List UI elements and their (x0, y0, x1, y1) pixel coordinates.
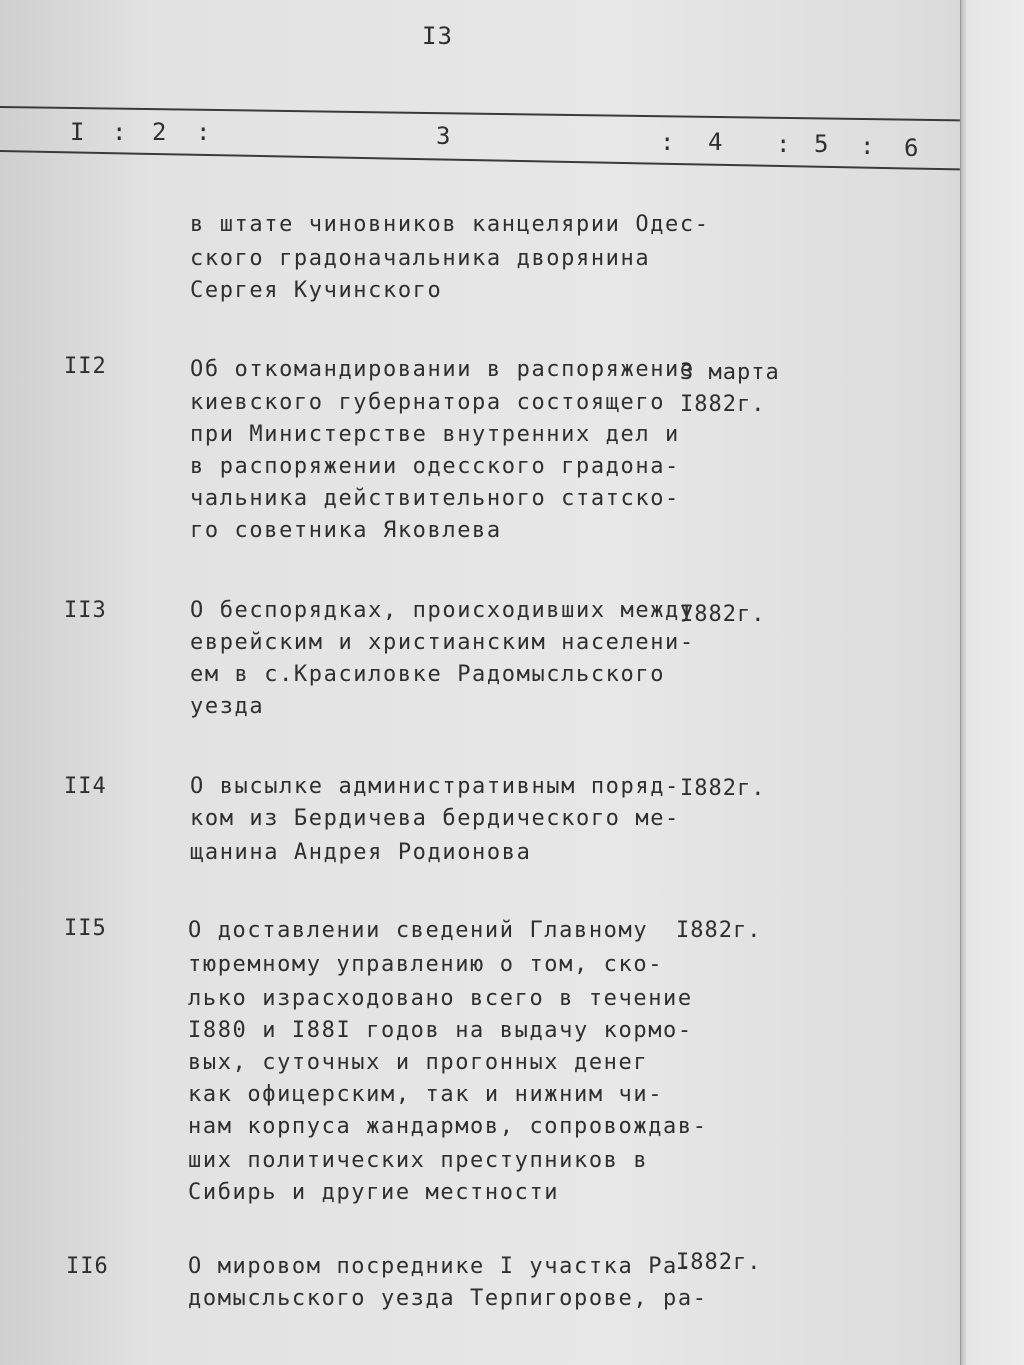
entry-date: I882г. (680, 602, 766, 627)
entry-text-line: ших политических преступников в (188, 1148, 649, 1173)
entry-text-line: О беспорядках, происходивших между (190, 598, 695, 623)
entry-text-line: при Министерстве внутренних дел и (190, 422, 680, 447)
column-header-6: 6 (904, 134, 919, 162)
entry-text-line: го советника Яковлева (190, 518, 502, 543)
entry-text-line: киевского губернатора состоящего (190, 390, 666, 415)
continuation-line: в штате чиновников канцелярии Одес- (190, 212, 710, 237)
entry-number: II5 (64, 916, 107, 941)
entry-text-line: в распоряжении одесского градона- (190, 454, 680, 479)
entry-date: I882г. (676, 1250, 762, 1275)
entry-text-line: О доставлении сведений Главному (188, 918, 649, 943)
entry-number: II4 (64, 774, 107, 799)
column-separator: : (196, 118, 211, 146)
entry-text-line: домысльского уезда Терпигорове, ра- (188, 1286, 708, 1311)
entry-text-line: чальника действительного статско- (190, 486, 680, 511)
column-header-2: 2 (152, 118, 167, 146)
column-separator: : (860, 132, 875, 160)
entry-text-line: I880 и I88I годов на выдачу кормо- (188, 1018, 693, 1043)
entry-date: I882г. (680, 392, 766, 417)
entry-text-line: Сибирь и другие местности (188, 1180, 560, 1205)
continuation-line: Сергея Кучинского (190, 278, 443, 303)
entry-text-line: О высылке административным поряд- (190, 774, 680, 799)
column-header-4: 4 (708, 128, 723, 156)
continuation-line: ского градоначальника дворянина (190, 246, 651, 271)
header-top-rule (0, 106, 960, 121)
entry-text-line: ем в с.Красиловке Радомысльского (190, 662, 666, 687)
entry-text-line: лько израсходовано всего в течение (188, 986, 693, 1011)
column-header-3: 3 (436, 122, 451, 150)
entry-date: I882г. (680, 776, 766, 801)
entry-number: II2 (64, 354, 107, 379)
entry-text-line: щанина Андрея Родионова (190, 840, 532, 865)
entry-text-line: О мировом посреднике I участка Ра- (188, 1254, 693, 1279)
entry-text-line: Об откомандировании в распоряжение (190, 357, 695, 382)
column-header-1: I (70, 118, 85, 146)
entry-date: 3 марта (680, 360, 780, 385)
page-number: I3 (422, 22, 453, 50)
entry-text-line: вых, суточных и прогонных денег (188, 1050, 649, 1075)
column-header-5: 5 (814, 130, 829, 158)
page-edge (960, 0, 1024, 1365)
column-separator: : (776, 130, 791, 158)
column-separator: : (660, 128, 675, 156)
entry-text-line: нам корпуса жандармов, сопровождав- (188, 1114, 708, 1139)
entry-number: II6 (66, 1254, 109, 1279)
entry-text-line: тюремному управлению о том, ско- (188, 952, 664, 977)
entry-date: I882г. (676, 918, 762, 943)
entry-number: II3 (64, 598, 107, 623)
entry-text-line: ком из Бердичева бердического ме- (190, 806, 680, 831)
entry-text-line: еврейским и христианским населени- (190, 630, 695, 655)
column-separator: : (112, 118, 127, 146)
entry-text-line: уезда (190, 694, 265, 719)
entry-text-line: как офицерским, так и нижним чи- (188, 1082, 664, 1107)
